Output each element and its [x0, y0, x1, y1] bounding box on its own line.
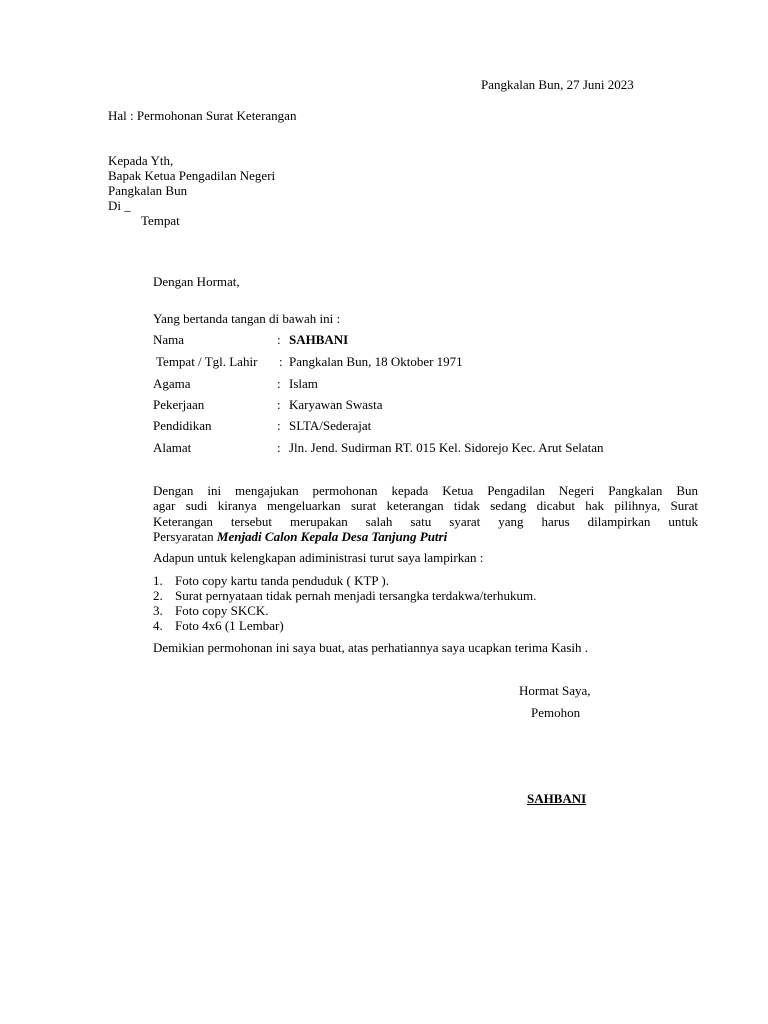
education-value: SLTA/Sederajat [289, 418, 372, 433]
religion-label: Agama [153, 376, 191, 391]
regards: Hormat Saya, [519, 683, 591, 698]
intro-text: Yang bertanda tangan di bawah ini : [153, 311, 341, 326]
body-line-4-prefix: Persyaratan [153, 529, 217, 544]
recipient-line-3: Pangkalan Bun [108, 183, 188, 198]
signer-name: SAHBANI [527, 791, 587, 806]
list-item-number: 3. [153, 603, 163, 618]
recipient-line-2: Bapak Ketua Pengadilan Negeri [108, 168, 276, 183]
name-value: SAHBANI [289, 332, 349, 347]
birth-separator: : [279, 354, 283, 369]
list-item-number: 1. [153, 573, 163, 588]
list-item: Surat pernyataan tidak pernah menjadi tersangka terdakwa/terhukum. [175, 588, 537, 603]
recipient-line-4: Di _ [108, 198, 131, 213]
list-item: Foto copy SKCK. [175, 603, 269, 618]
job-separator: : [277, 397, 281, 412]
name-label: Nama [153, 332, 185, 347]
body-line-1: Dengan ini mengajukan permohonan kepada Ketua Pengadilan Negeri Pangkalan Bun [153, 483, 698, 498]
job-label: Pekerjaan [153, 397, 205, 412]
signer-role: Pemohon [531, 705, 581, 720]
name-separator: : [277, 332, 281, 347]
job-value: Karyawan Swasta [289, 397, 383, 412]
religion-value: Islam [289, 376, 318, 391]
recipient-line-1: Kepada Yth, [108, 153, 174, 168]
education-separator: : [277, 418, 281, 433]
greeting: Dengan Hormat, [153, 274, 240, 289]
place-date: Pangkalan Bun, 27 Juni 2023 [481, 77, 634, 92]
religion-separator: : [277, 376, 281, 391]
list-item-number: 2. [153, 588, 163, 603]
recipient-line-5: Tempat [141, 213, 180, 228]
list-item: Foto copy kartu tanda penduduk ( KTP ). [175, 573, 389, 588]
address-separator: : [277, 440, 281, 455]
list-item-number: 4. [153, 618, 163, 633]
body-line-4 [153, 529, 447, 545]
body-line-3: Keterangan tersebut merupakan salah satu syarat yang harus dilampirkan untuk [153, 514, 698, 529]
body-line-2: agar sudi kiranya mengeluarkan surat keterangan tidak sedang dicabut hak pilihnya, Surat [153, 498, 698, 513]
body-line-4-emphasis: Menjadi Calon Kepala Desa Tanjung Putri [216, 529, 448, 544]
list-item: Foto 4x6 (1 Lembar) [175, 618, 284, 633]
education-label: Pendidikan [153, 418, 212, 433]
address-label: Alamat [153, 440, 192, 455]
subject-line: Hal : Permohonan Surat Keterangan [108, 108, 297, 123]
address-value: Jln. Jend. Sudirman RT. 015 Kel. Sidorejo Kec. Arut Selatan [289, 440, 604, 455]
closing-text: Demikian permohonan ini saya buat, atas perhatiannya saya ucapkan terima Kasih . [153, 640, 588, 655]
birth-value: Pangkalan Bun, 18 Oktober 1971 [289, 354, 463, 369]
attachments-intro: Adapun untuk kelengkapan adiministrasi turut saya lampirkan : [153, 550, 484, 565]
birth-label: Tempat / Tgl. Lahir [153, 354, 258, 369]
